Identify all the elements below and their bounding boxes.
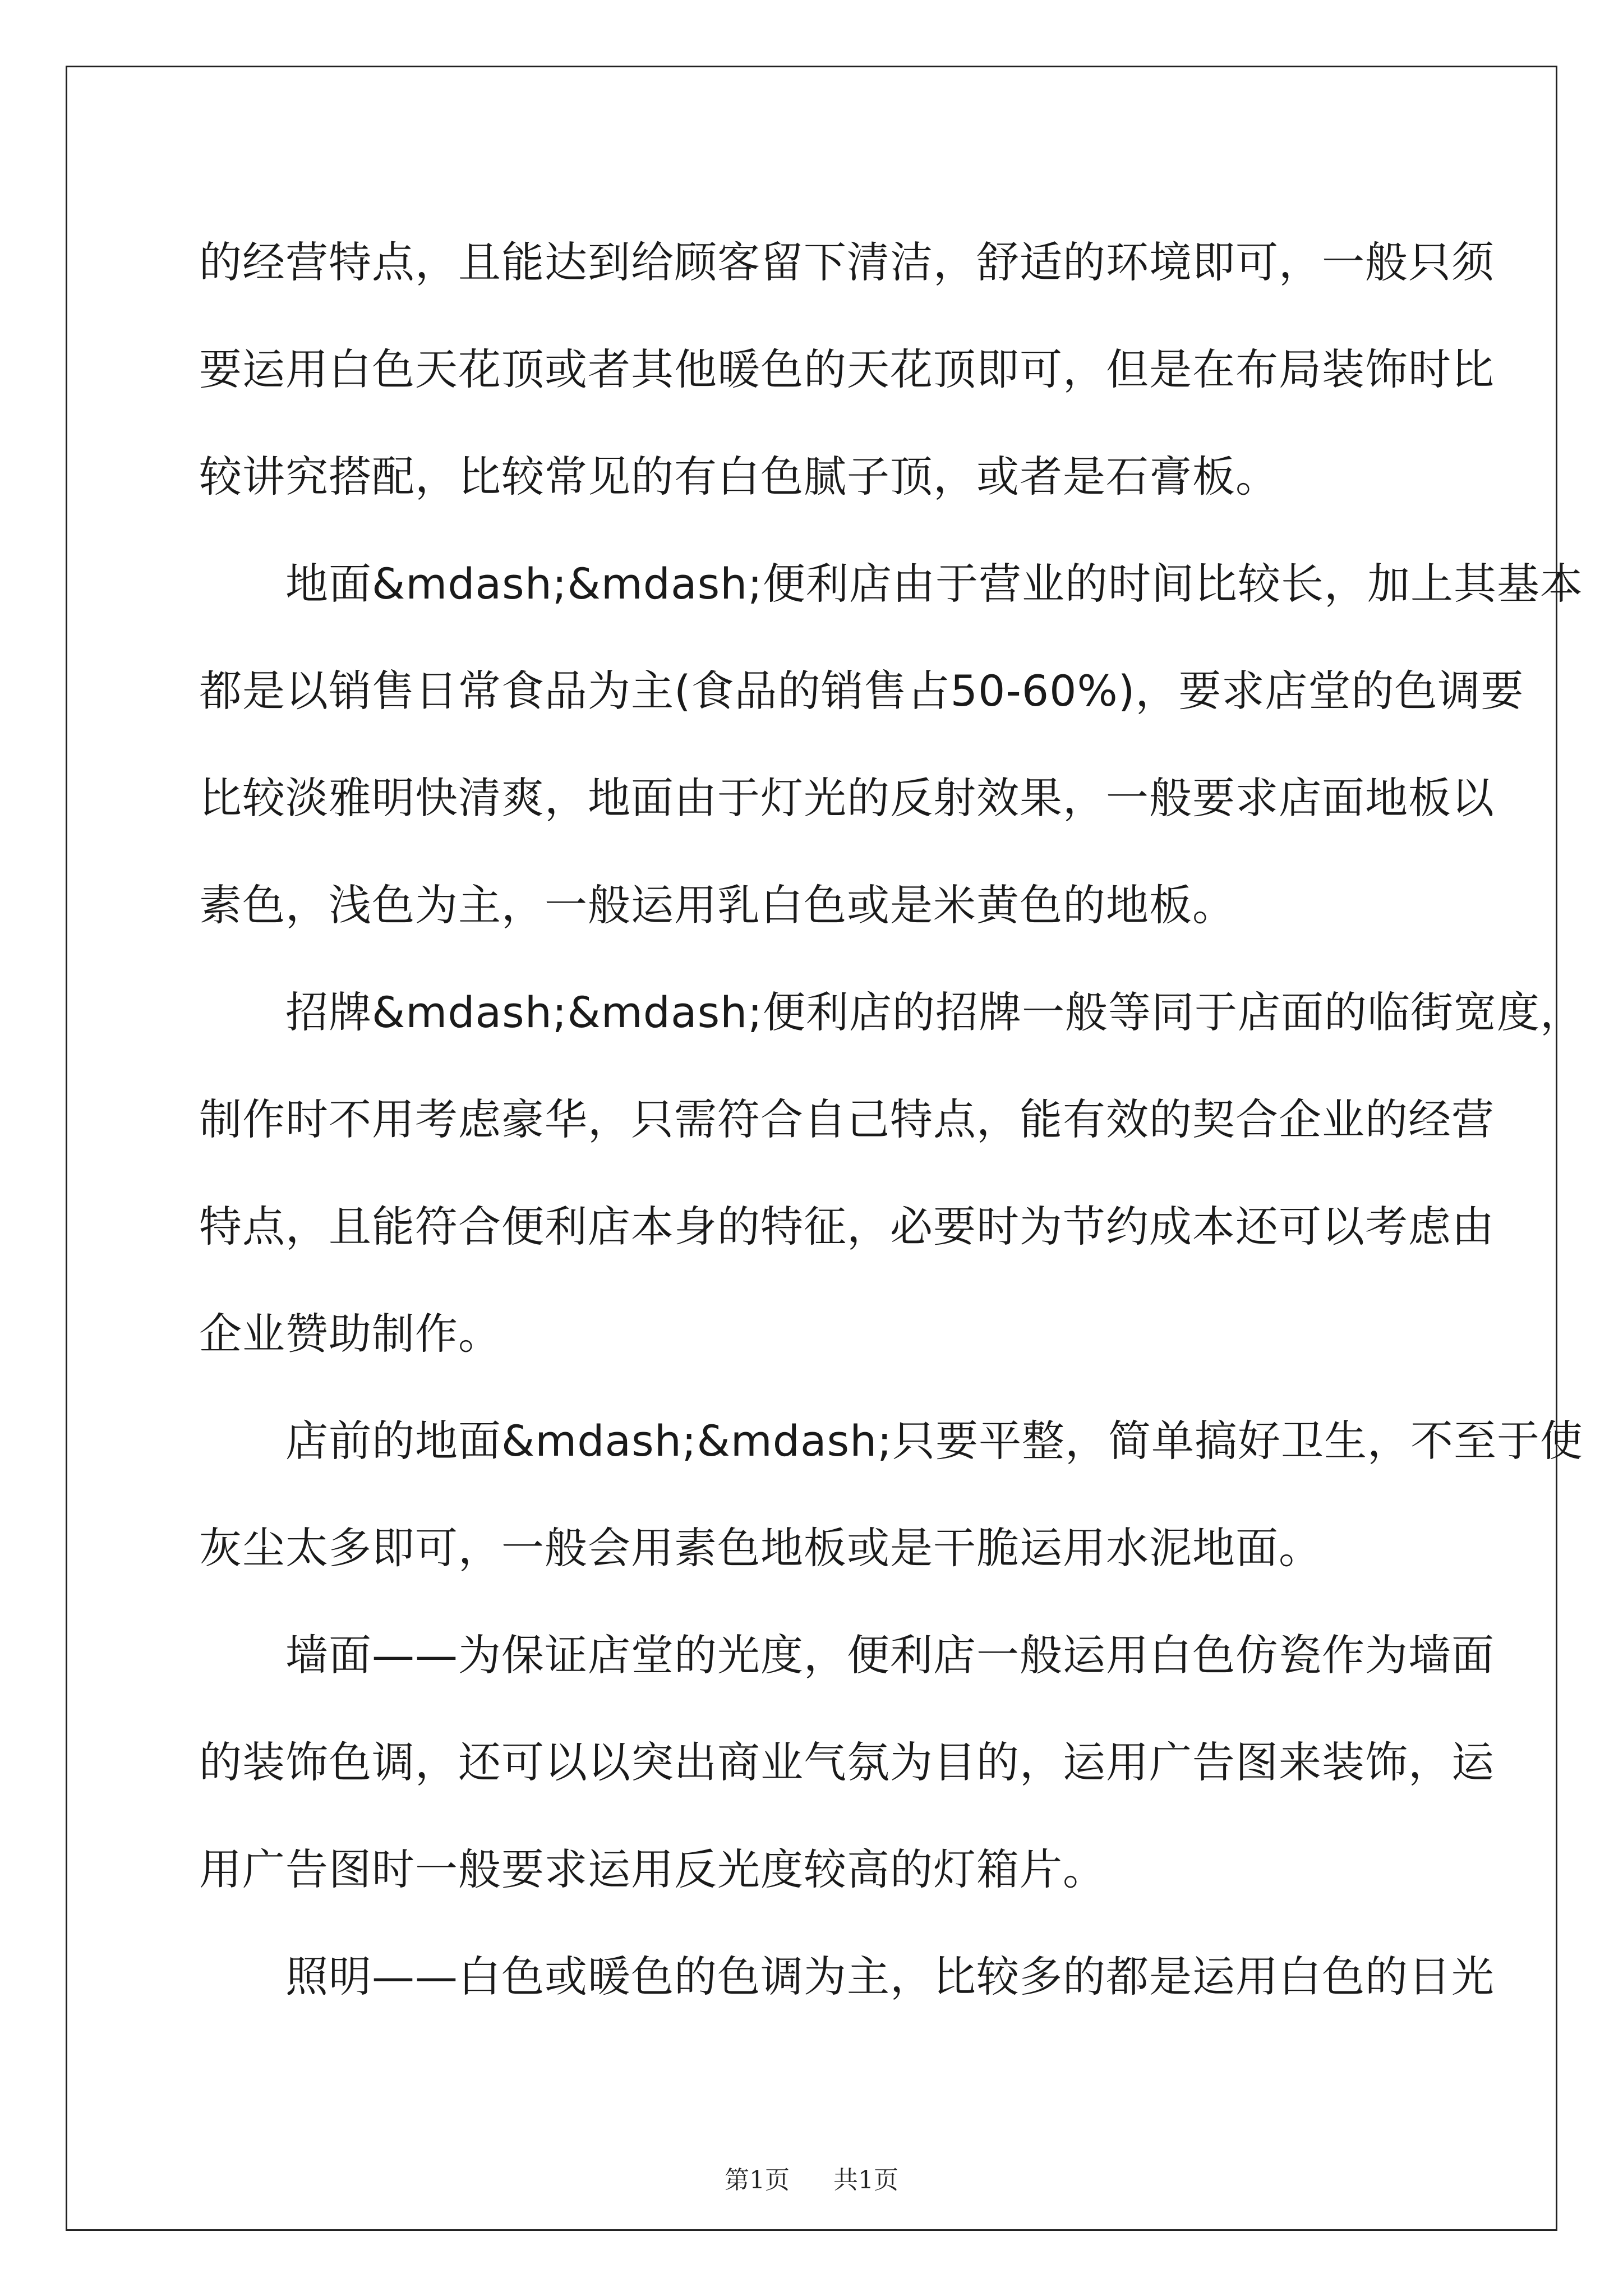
paragraph-storefront-ground <box>199 1387 1583 1602</box>
text-line: 较讲究搭配，比较常见的有白色腻子顶，或者是石膏板。 <box>199 452 1279 501</box>
paragraph-walls <box>199 1602 1495 1923</box>
text-line: 制作时不用考虑豪华，只需符合自己特点，能有效的契合企业的经营 <box>199 1094 1495 1144</box>
page-footer <box>0 2160 1623 2196</box>
text-line: 墙面——为保证店堂的光度，便利店一般运用白色仿瓷作为墙面 <box>199 1630 1495 1680</box>
text-line: 特点，且能符合便利店本身的特征，必要时为节约成本还可以考虑由 <box>199 1202 1495 1251</box>
page-number: 第1页 <box>725 2166 790 2194</box>
document-body <box>199 209 1583 2030</box>
text-line: 灰尘太多即可，一般会用素色地板或是干脆运用水泥地面。 <box>199 1523 1322 1573</box>
text-line: 企业赞助制作。 <box>199 1309 501 1359</box>
text-line: 素色，浅色为主，一般运用乳白色或是米黄色的地板。 <box>199 880 1235 930</box>
text-line: 招牌&mdash;&mdash;便利店的招牌一般等同于店面的临街宽度， <box>199 987 1583 1037</box>
text-line: 用广告图时一般要求运用反光度较高的灯箱片。 <box>199 1844 1106 1894</box>
paragraph-floor <box>199 530 1583 959</box>
text-line: 的装饰色调，还可以以突出商业气氛为目的，运用广告图来装饰，运 <box>199 1737 1495 1787</box>
page-total: 共1页 <box>833 2166 898 2194</box>
text-line: 照明——白色或暖色的色调为主，比较多的都是运用白色的日光 <box>199 1952 1495 2001</box>
text-line: 的经营特点，且能达到给顾客留下清洁，舒适的环境即可，一般只须 <box>199 237 1495 287</box>
text-line: 比较淡雅明快清爽，地面由于灯光的反射效果，一般要求店面地板以 <box>199 773 1495 823</box>
paragraph-signboard <box>199 959 1583 1387</box>
text-line: 都是以销售日常食品为主(食品的销售占50-60%)，要求店堂的色调要 <box>199 666 1524 716</box>
text-line: 要运用白色天花顶或者其他暖色的天花顶即可，但是在布局装饰时比 <box>199 344 1495 394</box>
text-line: 地面&mdash;&mdash;便利店由于营业的时间比较长，加上其基本 <box>199 559 1583 609</box>
text-line: 店前的地面&mdash;&mdash;只要平整，简单搞好卫生，不至于使 <box>199 1416 1583 1466</box>
paragraph-lighting <box>199 1923 1495 2030</box>
paragraph-ceiling <box>199 209 1495 530</box>
